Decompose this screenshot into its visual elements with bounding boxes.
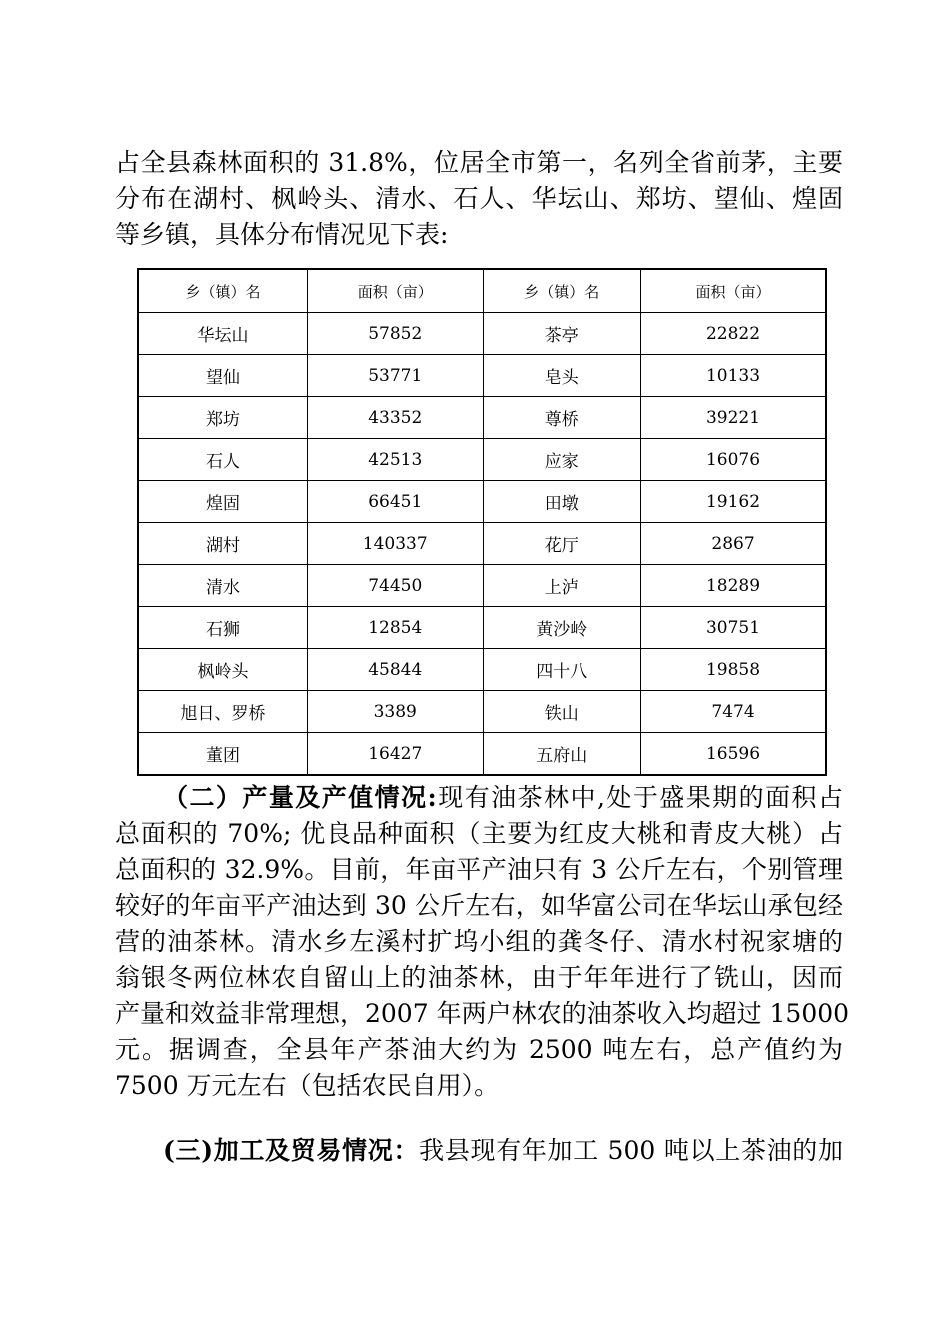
area-cell: 19162 xyxy=(641,481,826,523)
township-name-cell: 枫岭头 xyxy=(138,649,307,691)
area-cell: 45844 xyxy=(307,649,483,691)
body-line: 总面积的 32.9%。目前，年亩平产油只有 3 公斤左右，个别管理 xyxy=(115,855,843,884)
area-cell: 10133 xyxy=(641,355,826,397)
table-row xyxy=(138,355,826,397)
township-name-cell: 董团 xyxy=(138,733,307,776)
intro-line: 分布在湖村、枫岭头、清水、石人、华坛山、郑坊、望仙、煌固 xyxy=(115,184,843,213)
intro-line: 等乡镇，具体分布情况见下表: xyxy=(115,220,449,249)
township-name-cell: 应家 xyxy=(483,439,641,481)
table-row xyxy=(138,313,826,355)
township-name-cell: 田墩 xyxy=(483,481,641,523)
township-name-cell: 石狮 xyxy=(138,607,307,649)
township-name-cell: 旭日、罗桥 xyxy=(138,691,307,733)
section-processing-paragraph xyxy=(115,1133,843,1169)
township-name-cell: 望仙 xyxy=(138,355,307,397)
area-cell: 19858 xyxy=(641,649,826,691)
intro-line: 占全县森林面积的 31.8%，位居全市第一，名列全省前茅，主要 xyxy=(115,148,843,177)
section-production-heading: （二）产量及产值情况: xyxy=(163,783,437,812)
area-cell: 66451 xyxy=(307,481,483,523)
area-cell: 16076 xyxy=(641,439,826,481)
township-name-cell: 五府山 xyxy=(483,733,641,776)
area-cell: 3389 xyxy=(307,691,483,733)
table-row xyxy=(138,397,826,439)
intro-paragraph xyxy=(115,145,843,253)
area-cell: 140337 xyxy=(307,523,483,565)
township-name-cell: 花厅 xyxy=(483,523,641,565)
area-cell: 39221 xyxy=(641,397,826,439)
township-name-cell: 尊桥 xyxy=(483,397,641,439)
body-line: 较好的年亩平产油达到 30 公斤左右，如华富公司在华坛山承包经 xyxy=(115,891,843,920)
table-body xyxy=(138,313,826,776)
header-area: 面积（亩） xyxy=(307,269,483,313)
section-production-text: 现有油茶林中,处于盛果期的面积占 xyxy=(436,783,843,812)
table-row xyxy=(138,733,826,776)
header-township-name: 乡（镇）名 xyxy=(138,269,307,313)
township-name-cell: 石人 xyxy=(138,439,307,481)
area-cell: 16427 xyxy=(307,733,483,776)
area-cell: 57852 xyxy=(307,313,483,355)
area-cell: 22822 xyxy=(641,313,826,355)
body-line: 翁银冬两位林农自留山上的油茶林，由于年年进行了铣山，因而 xyxy=(115,963,843,992)
table-row xyxy=(138,691,826,733)
table-row xyxy=(138,523,826,565)
township-name-cell: 黄沙岭 xyxy=(483,607,641,649)
table-row xyxy=(138,649,826,691)
township-area-table xyxy=(137,268,827,776)
area-cell: 16596 xyxy=(641,733,826,776)
section-processing-text: 我县现有年加工 500 吨以上茶油的加 xyxy=(419,1136,843,1165)
township-name-cell: 皂头 xyxy=(483,355,641,397)
township-name-cell: 煌固 xyxy=(138,481,307,523)
area-cell: 30751 xyxy=(641,607,826,649)
table-row xyxy=(138,481,826,523)
township-name-cell: 四十八 xyxy=(483,649,641,691)
table-row xyxy=(138,565,826,607)
header-township-name: 乡（镇）名 xyxy=(483,269,641,313)
body-line: 元。据调查，全县年产茶油大约为 2500 吨左右，总产值约为 xyxy=(115,1035,843,1064)
area-cell: 43352 xyxy=(307,397,483,439)
area-cell: 42513 xyxy=(307,439,483,481)
table-row xyxy=(138,607,826,649)
township-name-cell: 湖村 xyxy=(138,523,307,565)
body-line: 7500 万元左右（包括农民自用）。 xyxy=(115,1071,500,1100)
section-production-first-line xyxy=(115,780,843,816)
body-line: 总面积的 70%; 优良品种面积（主要为红皮大桃和青皮大桃）占 xyxy=(115,819,843,848)
section-processing-first-line xyxy=(115,1133,843,1169)
township-name-cell: 铁山 xyxy=(483,691,641,733)
header-area: 面积（亩） xyxy=(641,269,826,313)
area-cell: 7474 xyxy=(641,691,826,733)
area-cell: 53771 xyxy=(307,355,483,397)
township-name-cell: 上泸 xyxy=(483,565,641,607)
body-line: 产量和效益非常理想，2007 年两户林农的油茶收入均超过 15000 xyxy=(115,999,850,1028)
township-name-cell: 郑坊 xyxy=(138,397,307,439)
area-cell: 74450 xyxy=(307,565,483,607)
township-name-cell: 清水 xyxy=(138,565,307,607)
table-header-row xyxy=(138,269,826,313)
section-processing-heading: (三)加工及贸易情况： xyxy=(163,1136,420,1165)
table-row xyxy=(138,439,826,481)
area-cell: 12854 xyxy=(307,607,483,649)
section-production-paragraph xyxy=(115,780,850,1104)
area-cell: 18289 xyxy=(641,565,826,607)
area-cell: 2867 xyxy=(641,523,826,565)
township-name-cell: 茶亭 xyxy=(483,313,641,355)
body-line: 营的油茶林。清水乡左溪村扩坞小组的龚冬仔、清水村祝家塘的 xyxy=(115,927,843,956)
township-name-cell: 华坛山 xyxy=(138,313,307,355)
